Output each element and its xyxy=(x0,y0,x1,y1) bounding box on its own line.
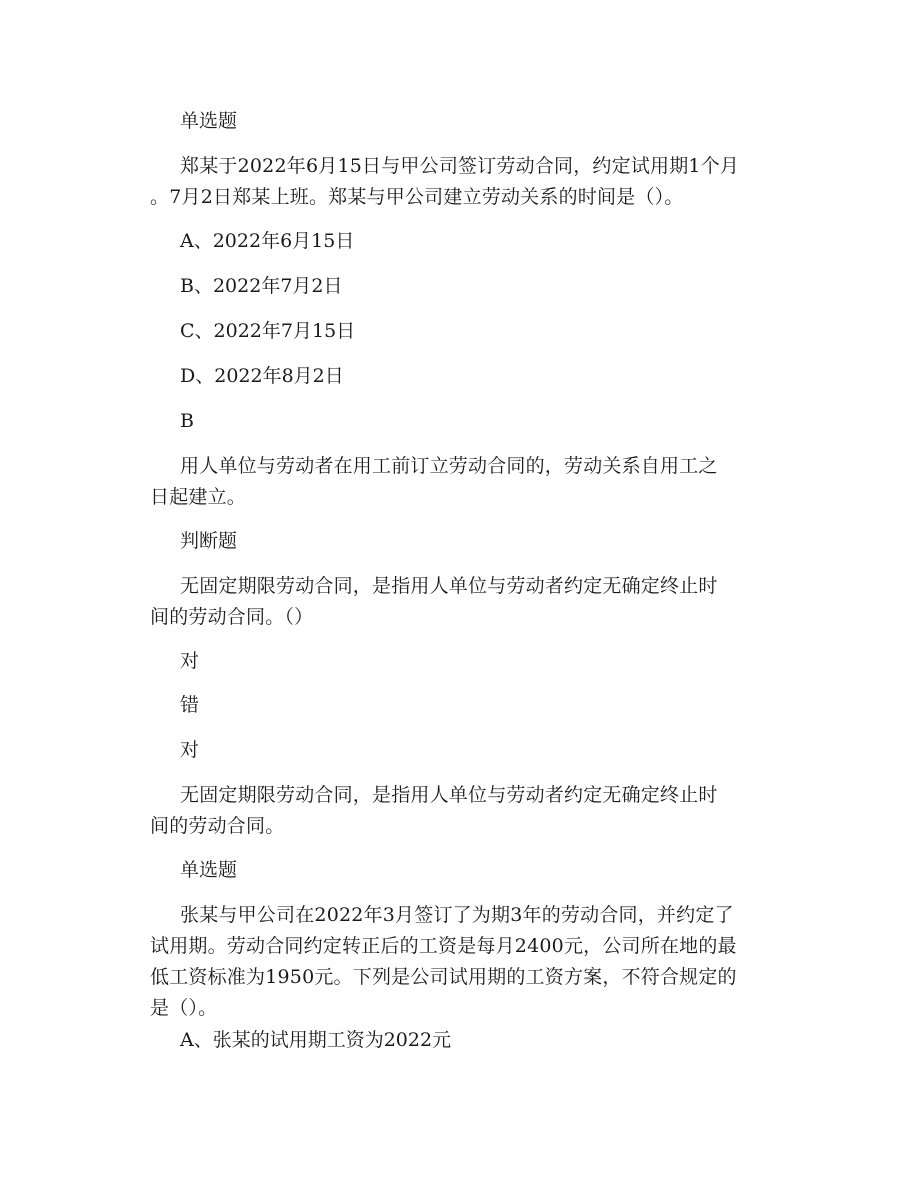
q2-analysis-line1: 无固定期限劳动合同，是指用人单位与劳动者约定无确定终止时 xyxy=(180,784,718,806)
q1-stem-line1: 郑某于2022年6月15日与甲公司签订劳动合同，约定试用期1个月 xyxy=(180,155,740,177)
q2-answer: 对 xyxy=(180,739,200,761)
q1-analysis-line1: 用人单位与劳动者在用工前订立劳动合同的，劳动关系自用工之 xyxy=(180,455,718,477)
q2-type: 判断题 xyxy=(180,530,238,552)
q1-stem-line2: 。7月2日郑某上班。郑某与甲公司建立劳动关系的时间是（）。 xyxy=(150,186,684,208)
q2-stem-line2: 间的劳动合同。（） xyxy=(150,606,314,628)
q1-type: 单选题 xyxy=(180,110,238,132)
q2-analysis xyxy=(150,780,780,842)
q1-analysis-line2: 日起建立。 xyxy=(150,486,247,508)
q1-answer: B xyxy=(180,410,194,432)
q3-stem-line1: 张某与甲公司在2022年3月签订了为期3年的劳动合同，并约定了 xyxy=(180,904,734,926)
q1-stem xyxy=(150,151,780,213)
q2-stem-line1: 无固定期限劳动合同，是指用人单位与劳动者约定无确定终止时 xyxy=(180,575,718,597)
q1-option-d: D、2022年8月2日 xyxy=(180,365,344,387)
q3-stem-line3: 低工资标准为1950元。下列是公司试用期的工资方案，不符合规定的 xyxy=(150,966,737,988)
q1-option-b: B、2022年7月2日 xyxy=(180,275,343,297)
q2-option-false: 错 xyxy=(180,694,200,716)
q3-type: 单选题 xyxy=(180,859,238,881)
q3-stem-line4: 是（）。 xyxy=(150,997,218,1019)
q2-stem xyxy=(150,571,780,633)
q3-option-a: A、张某的试用期工资为2022元 xyxy=(180,1029,452,1051)
q2-option-true: 对 xyxy=(180,650,200,672)
q3-stem-line2: 试用期。劳动合同约定转正后的工资是每月2400元，公司所在地的最 xyxy=(150,935,737,957)
q1-analysis xyxy=(150,451,780,513)
q1-option-c: C、2022年7月15日 xyxy=(180,320,356,342)
q1-option-a: A、2022年6月15日 xyxy=(180,230,355,252)
q2-analysis-line2: 间的劳动合同。 xyxy=(150,815,285,837)
q3-stem xyxy=(150,900,780,1024)
